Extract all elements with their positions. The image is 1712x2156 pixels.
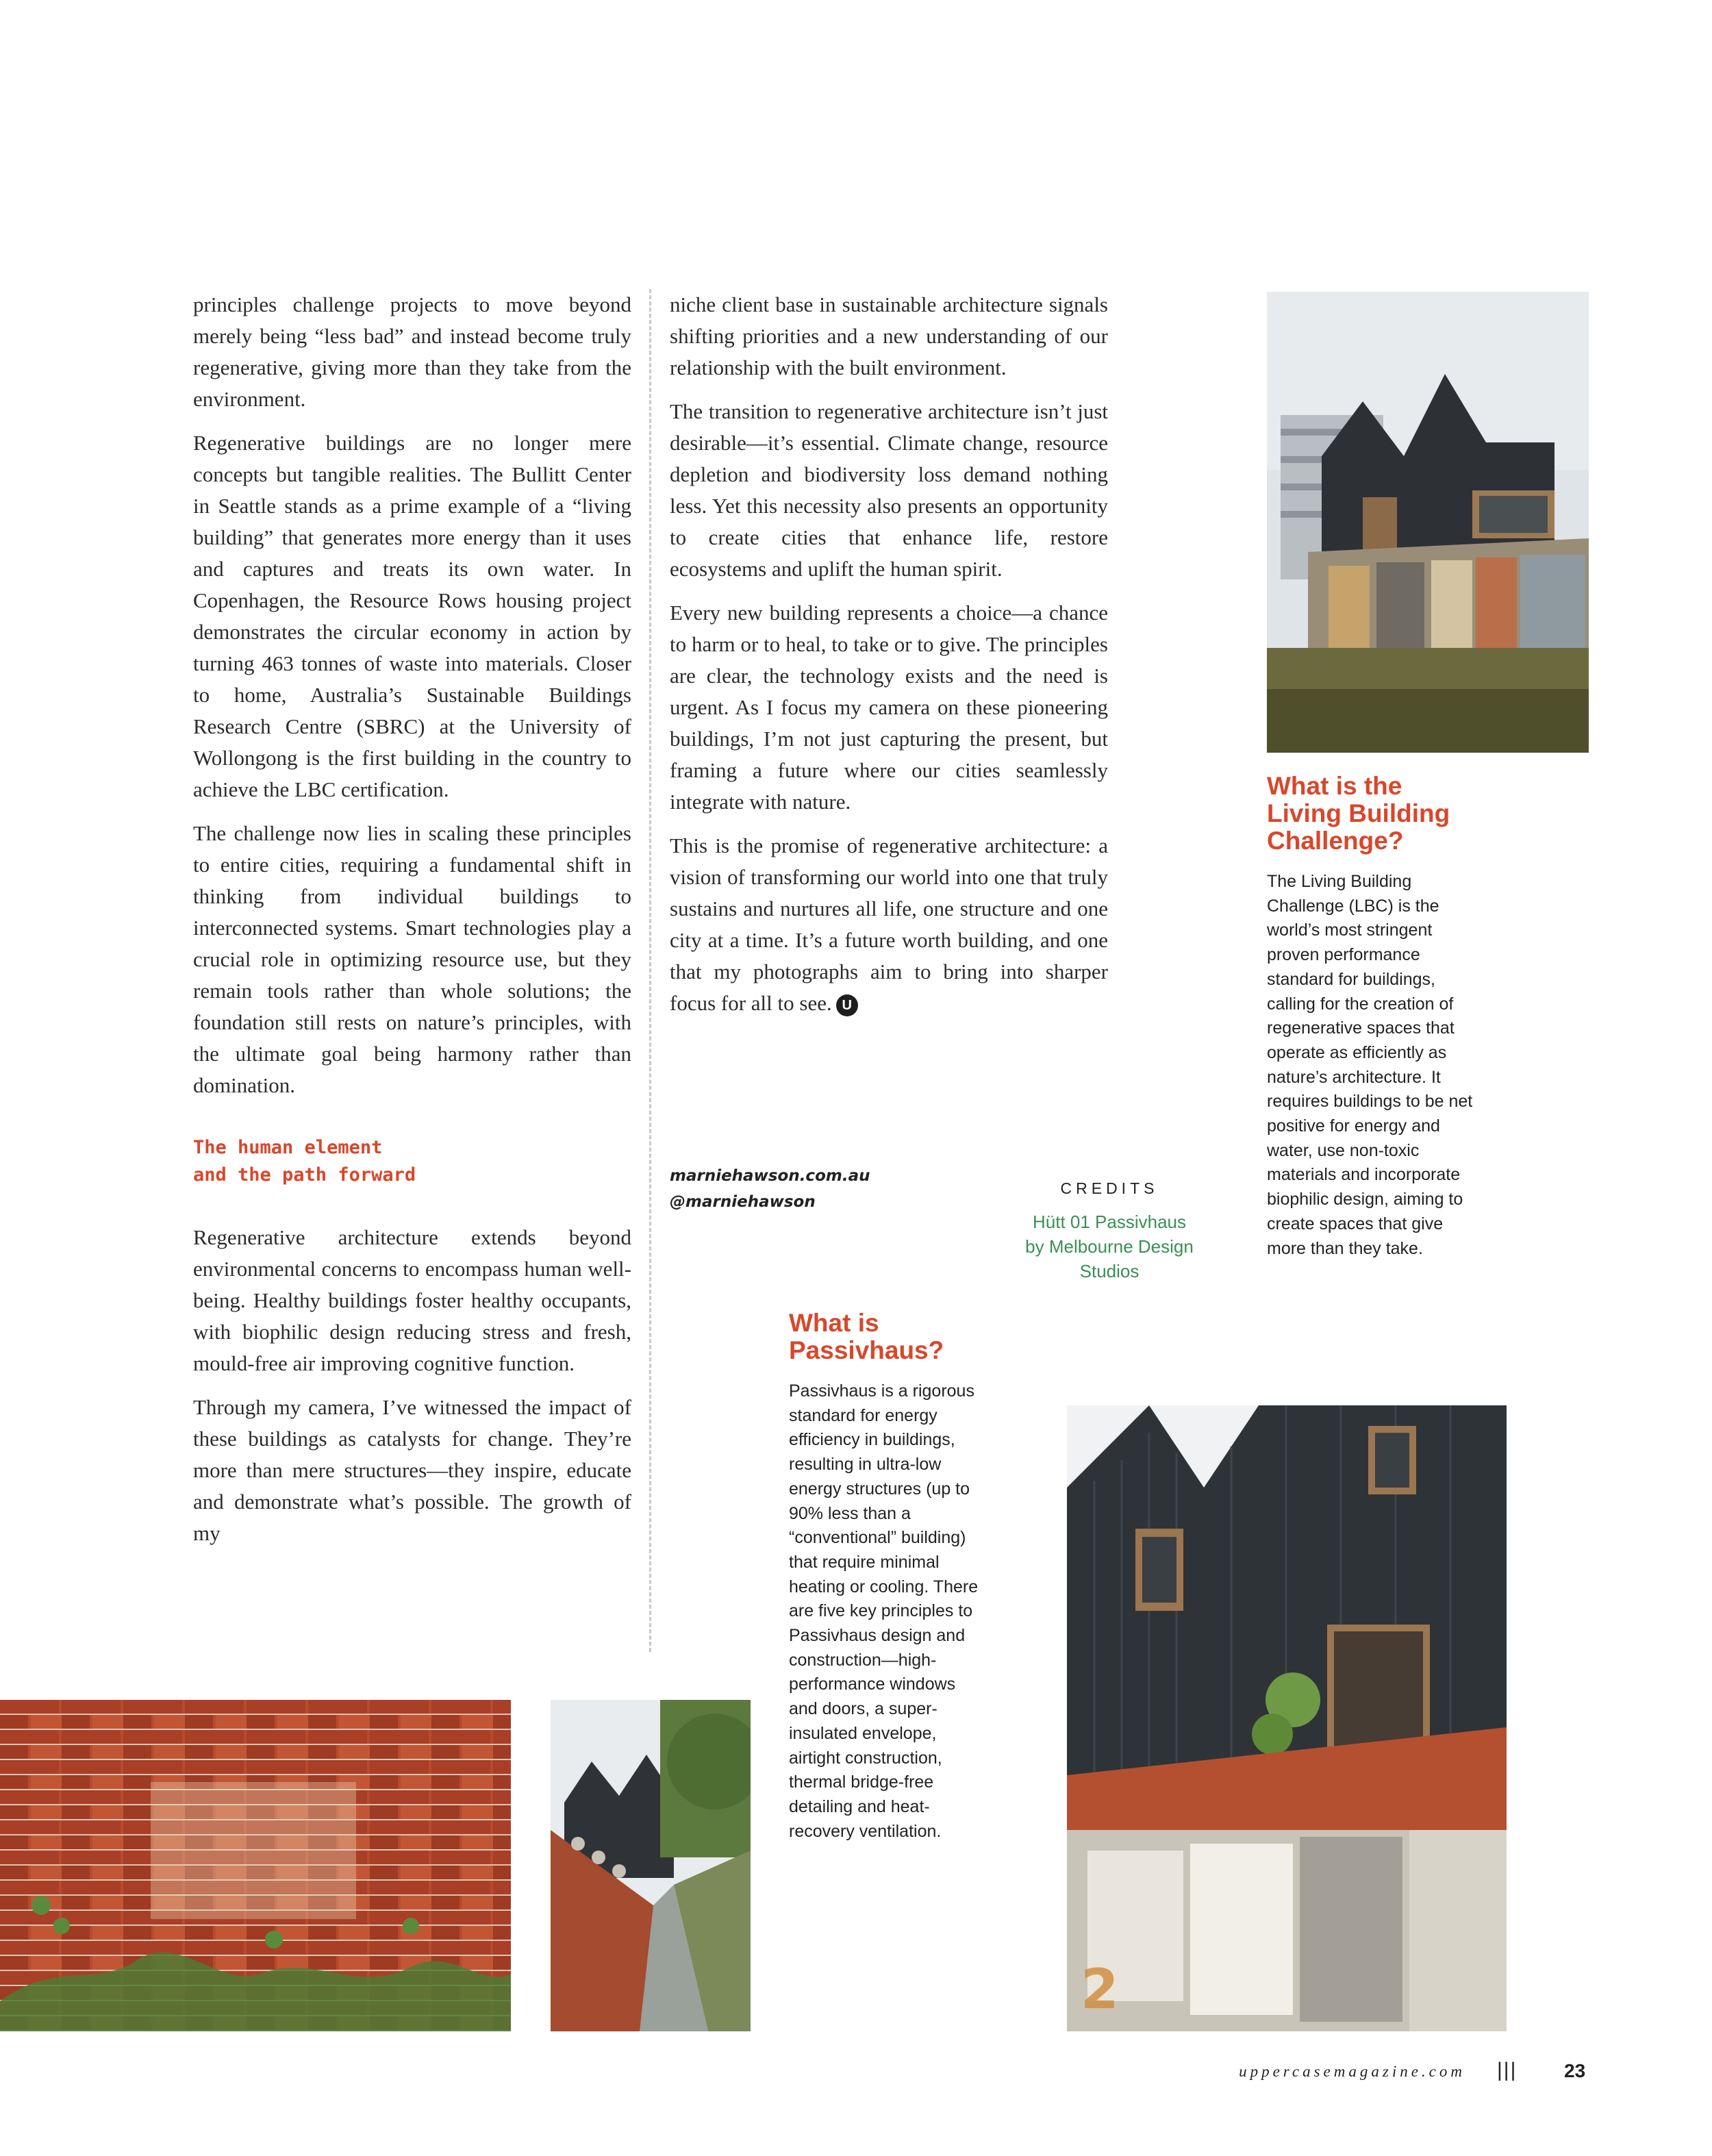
body-paragraph: Regenerative buildings are no longer mere concepts but tangible realities. The Bullitt Center in Seattle stands as a prime example of a “living building” that generates more energy than it uses and captures and treats its own water. In Copenhagen, the Resource Rows housing project demonstrates the circular economy in action by turning 463 tonnes of waste into materials. Closer to home, Australia’s Sustainable Buildings Research Centre (SBRC) at the University of Wollongong is the first building in the country to achieve the LBC certification.	[193, 431, 631, 801]
credit-line: Studios	[1079, 1261, 1140, 1281]
column-divider	[649, 289, 651, 1652]
credits-body	[1000, 1209, 1219, 1283]
article-column-2	[670, 289, 1108, 1031]
body-paragraph	[670, 830, 1108, 1019]
end-mark-icon: U	[836, 994, 858, 1016]
svg-text:2: 2	[1081, 1957, 1119, 2021]
footer-url[interactable]: uppercasemagazine.com	[1239, 2063, 1465, 2080]
credit-line: Hütt 01 Passivhaus	[1032, 1212, 1186, 1232]
author-contact	[670, 1163, 944, 1215]
body-paragraph: Every new building represents a choice—a chance to harm or to heal, to take or to give. The principles are clear, the technology exists and the need is urgent. As I focus my camera on these pioneering buildings, I’m not just capturing the present, but framing a future where our cities seamlessly integrate with nature.	[670, 601, 1108, 814]
website-link[interactable]: marniehawson.com.au	[670, 1167, 870, 1185]
final-paragraph-text: This is the promise of regenerative architecture: a vision of transforming our world into one that truly sustains and nurtures all life, one structure and one city at a time. It’s a future worth building, and one that my photographs aim to bring into sharper focus for all to see.	[670, 833, 1108, 1015]
body-paragraph: principles challenge projects to move beyond merely being “less bad” and instead become truly regenerative, giving more than they take from the environment.	[193, 292, 631, 411]
section-subhead	[193, 1134, 631, 1189]
subhead-line: The human element	[193, 1137, 383, 1158]
brick-wall-photo	[0, 1700, 511, 2031]
body-paragraph: The challenge now lies in scaling these principles to entire cities, requiring a fundamental shift in thinking from individual buildings to interconnected systems. Smart technologies play a crucial role in optimizing resource use, but they remain tools rather than whole solutions; the foundation still rests on nature’s principles, with the ultimate goal being harmony rather than domination.	[193, 821, 631, 1097]
title-line: Passivhaus?	[789, 1336, 944, 1364]
article-column-1	[193, 289, 631, 1562]
title-line: Challenge?	[1267, 827, 1404, 855]
title-line: What is	[789, 1309, 879, 1337]
credits-title: CREDITS	[1060, 1179, 1159, 1197]
body-paragraph: niche client base in sustainable architecture signals shifting priorities and a new understanding of our relationship with the built environment.	[670, 292, 1108, 379]
sidebar-body: The Living Building Challenge (LBC) is the world’s most stringent proven performance standard for buildings, calling for the creation of regenerative spaces that operate as efficiently as nature’s architecture. It requires buildings to be net positive for energy and water, use non-toxic materials and incorporate biophilic design, aiming to create spaces that give more than they take.	[1267, 872, 1473, 1258]
title-line: What is the	[1267, 772, 1402, 800]
house-fence-photo	[1267, 292, 1589, 753]
body-paragraph: Regenerative architecture extends beyond environmental concerns to encompass human well-being. Healthy buildings foster healthy occupants, with biophilic design reducing stress and fresh, mould-free air improving cognitive function.	[193, 1225, 631, 1375]
title-line: Living Building	[1267, 799, 1450, 827]
passivhaus-sidebar	[789, 1309, 987, 1844]
subhead-line: and the path forward	[193, 1164, 416, 1186]
credit-line: by Melbourne Design	[1025, 1236, 1194, 1257]
page-number: 23	[1564, 2060, 1586, 2081]
footer-divider: |||	[1497, 2059, 1518, 2081]
lbc-sidebar	[1267, 773, 1486, 1261]
laneway-photo	[551, 1700, 751, 2031]
sidebar-body: Passivhaus is a rigorous standard for energy efficiency in buildings, resulting in ultra-low energy structures (up to 90% less than a “conventional” building) that require minimal heating or cooling. There are five key principles to Passivhaus design and construction—high-performance windows and doors, a super-insulated envelope, airtight construction, thermal bridge-free detailing and heat-recovery ventilation.	[789, 1381, 979, 1841]
body-paragraph: Through my camera, I’ve witnessed the impact of these buildings as catalysts for change. They’re more than mere structures—they inspire, educate and demonstrate what’s possible. The growth of my	[193, 1395, 631, 1545]
body-paragraph: The transition to regenerative architecture isn’t just desirable—it’s essential. Climate change, resource depletion and biodiversity loss demand nothing less. Yet this necessity also presents an opportunity to create cities that enhance life, restore ecosystems and uplift the human spirit.	[670, 399, 1108, 581]
sidebar-title	[789, 1309, 987, 1364]
sidebar-title	[1267, 773, 1486, 855]
social-handle[interactable]: @marniehawson	[670, 1193, 816, 1211]
house-facade-photo	[1067, 1405, 1507, 2031]
